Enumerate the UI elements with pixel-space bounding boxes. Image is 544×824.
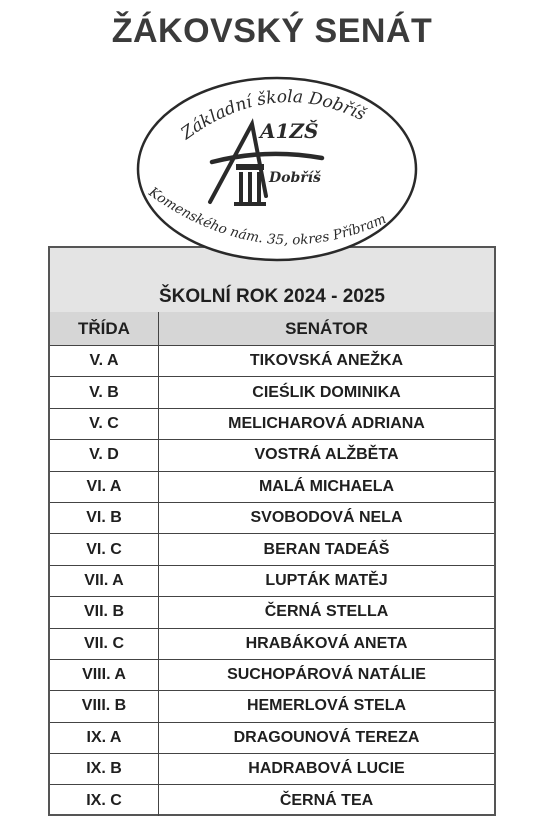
table-row [50, 691, 494, 722]
class-cell: VII. C [50, 628, 159, 659]
class-cell: VI. B [50, 502, 159, 533]
table-row [50, 346, 494, 377]
senator-cell: BERAN TADEÁŠ [159, 534, 495, 565]
senate-sheet [48, 246, 496, 816]
school-year-label: ŠKOLNÍ ROK 2024 - 2025 [159, 286, 385, 307]
table-row [50, 471, 494, 502]
class-cell: V. B [50, 377, 159, 408]
class-cell: VI. A [50, 471, 159, 502]
senator-cell: DRAGOUNOVÁ TEREZA [159, 722, 495, 753]
senator-cell: LUPTÁK MATĚJ [159, 565, 495, 596]
class-cell: VI. C [50, 534, 159, 565]
table-row [50, 659, 494, 690]
table-row [50, 534, 494, 565]
logo-mark-text: A1ZŠ [260, 119, 319, 143]
class-cell: V. A [50, 346, 159, 377]
school-logo [136, 76, 418, 262]
class-cell: IX. C [50, 785, 159, 816]
senator-cell: ČERNÁ STELLA [159, 597, 495, 628]
senator-cell: VOSTRÁ ALŽBĚTA [159, 440, 495, 471]
class-cell: VII. B [50, 597, 159, 628]
class-cell: V. C [50, 408, 159, 439]
class-cell: IX. A [50, 722, 159, 753]
class-column-header: TŘÍDA [50, 312, 159, 346]
senator-cell: ČERNÁ TEA [279, 791, 374, 809]
senator-cell: SVOBODOVÁ NELA [159, 502, 495, 533]
table-header-row [50, 312, 494, 346]
table-row [50, 408, 494, 439]
senator-cell: MELICHAROVÁ ADRIANA [159, 408, 495, 439]
table-row [50, 440, 494, 471]
logo-bottom-text: Komenského nám. 35, okres Příbram [145, 184, 389, 249]
table-row [50, 754, 494, 785]
table-row [50, 628, 494, 659]
table-row [50, 565, 494, 596]
senator-cell: HEMERLOVÁ STELA [159, 691, 495, 722]
table-row [50, 597, 494, 628]
page-title: ŽÁKOVSKÝ SENÁT [111, 12, 433, 50]
senator-cell: HRABÁKOVÁ ANETA [159, 628, 495, 659]
senator-cell: MALÁ MICHAELA [159, 471, 495, 502]
logo-mark-place: Dobříš [269, 170, 321, 186]
senator-column-header: SENÁTOR [159, 312, 495, 346]
class-cell: VIII. B [50, 691, 159, 722]
senator-cell: SUCHOPÁROVÁ NATÁLIE [159, 659, 495, 690]
table-row [50, 785, 494, 816]
class-cell: VIII. A [50, 659, 159, 690]
logo-top-text: Základní škola Dobříš [177, 87, 369, 144]
table-row [50, 502, 494, 533]
senator-cell: HADRABOVÁ LUCIE [159, 754, 495, 785]
class-cell: IX. B [50, 754, 159, 785]
senator-cell: TIKOVSKÁ ANEŽKA [159, 346, 495, 377]
senator-cell: CIEŚLIK DOMINIKA [159, 377, 495, 408]
class-cell: VII. A [50, 565, 159, 596]
class-cell: V. D [50, 440, 159, 471]
table-row [50, 377, 494, 408]
senate-table [50, 312, 494, 816]
table-row [50, 722, 494, 753]
